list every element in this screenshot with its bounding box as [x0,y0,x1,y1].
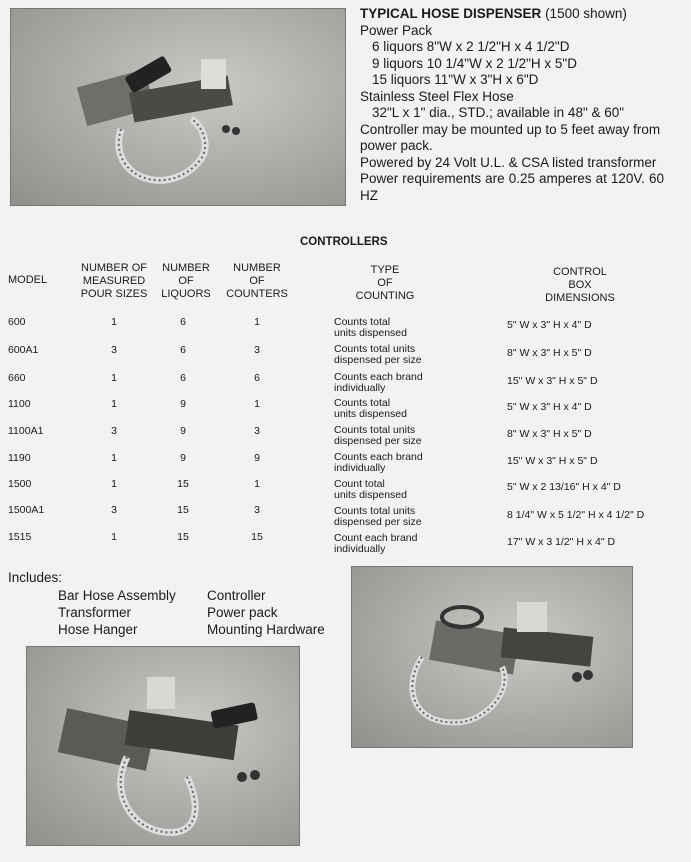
type-line: Count each brand [334,532,418,544]
header-dimensions [532,266,628,305]
cell-type [334,344,474,366]
includes-item: Power pack [207,605,278,620]
type-line: units dispensed [334,408,407,420]
includes-item: Transformer [58,605,132,620]
cell-model: 1500 [8,478,32,490]
type-line: units dispensed [334,327,407,339]
type-line: Counts total [334,397,391,409]
cell-type [334,372,474,394]
cell-liquors: 9 [180,425,186,437]
header-line: NUMBER OF [81,262,147,274]
power-pack-size: 15 liquors 11"W x 3"H x 6"D [372,72,539,87]
header-line: COUNTERS [226,288,288,300]
cell-model: 600A1 [8,344,39,356]
header-counting [340,264,430,303]
cell-dims: 8" W x 3" H x 5" D [507,428,592,440]
header-line: TYPE [370,264,400,276]
cell-counters: 3 [254,344,260,356]
header-line: NUMBER [162,262,210,274]
cell-model: 1500A1 [8,504,45,516]
type-line: Counts total [334,316,391,328]
hose-label: Stainless Steel Flex Hose [360,88,514,104]
type-line: Count total [334,478,385,490]
type-line: Counts total units [334,505,416,517]
cell-dims: 5" W x 2 13/16" H x 4" D [507,481,621,493]
cell-pour: 1 [111,531,117,543]
cell-liquors: 15 [177,478,189,490]
cell-model: 1100A1 [8,425,44,437]
cell-counters: 15 [251,531,263,543]
type-line: dispensed per size [334,516,422,528]
cell-type [334,479,474,501]
cell-dims: 5" W x 3" H x 4" D [507,401,592,413]
cell-type [334,317,474,339]
cell-pour: 1 [111,398,117,410]
header-model-text: MODEL [8,274,48,286]
header-line: COUNTING [355,290,415,302]
header-line: BOX [568,279,592,291]
header-line: DIMENSIONS [545,292,615,304]
dispenser-photo-bottom-right [351,566,633,748]
type-line: Counts each brand [334,451,423,463]
header-model [8,274,47,287]
header-line: MEASURED [82,275,146,287]
cell-pour: 1 [111,452,117,464]
cell-counters: 1 [254,478,260,490]
cell-dims: 15" W x 3" H x 5" D [507,455,598,467]
spec-title-text: TYPICAL HOSE DISPENSER [360,6,542,21]
type-line: individually [334,462,386,474]
cell-dims: 17" W x 3 1/2" H x 4" D [507,536,616,548]
header-line: NUMBER [233,262,281,274]
power-requirements: Power requirements are 0.25 amperes at 120V. 60 HZ [360,171,664,203]
cell-model: 660 [8,372,26,384]
header-line: OF [249,275,265,287]
type-line: Counts each brand [334,371,423,383]
header-counters [222,262,292,301]
cell-counters: 3 [254,425,260,437]
header-line: POUR SIZES [80,288,148,300]
cell-model: 1190 [8,452,31,464]
type-line: dispensed per size [334,435,422,447]
power-pack-size: 9 liquors 10 1/4"W x 2 1/2"H x 5"D [372,55,577,71]
type-line: individually [334,543,386,555]
cell-pour: 1 [111,372,117,384]
controller-note: Controller may be mounted up to 5 feet away from power pack. [360,121,661,153]
cell-counters: 9 [254,452,260,464]
includes-item: Controller [207,588,266,603]
type-line: dispensed per size [334,354,422,366]
type-line: Counts total units [334,424,416,436]
hose-detail: 32"L x 1" dia., STD.; available in 48" & 60" [372,105,625,120]
type-line: units dispensed [334,489,407,501]
cell-type [334,506,474,528]
type-line: Counts total units [334,343,416,355]
cell-pour: 1 [111,478,117,490]
includes-item: Bar Hose Assembly [58,588,176,603]
cell-liquors: 15 [177,504,189,516]
cell-liquors: 6 [180,344,186,356]
cell-liquors: 9 [180,398,186,410]
cell-liquors: 6 [180,372,186,384]
includes-item: Mounting Hardware [207,622,325,637]
header-line: OF [377,277,393,289]
header-liquors [156,262,216,301]
cell-liquors: 6 [180,316,186,328]
type-line: individually [334,382,386,394]
cell-type [334,452,474,474]
cell-dims: 5" W x 3" H x 4" D [507,319,592,331]
cell-type [334,533,474,555]
controllers-title: CONTROLLERS [300,236,388,248]
cell-pour: 1 [111,316,117,328]
cell-model: 1515 [8,531,32,543]
cell-liquors: 9 [180,452,186,464]
cell-pour: 3 [111,425,117,437]
cell-type [334,425,474,447]
cell-counters: 1 [254,316,260,328]
spec-title-note: (1500 shown) [545,6,627,21]
includes-item: Hose Hanger [58,622,138,637]
cell-counters: 3 [254,504,260,516]
header-pour-sizes [74,262,154,301]
powered-note: Powered by 24 Volt U.L. & CSA listed transformer [360,154,657,170]
cell-pour: 3 [111,344,117,356]
cell-dims: 15" W x 3" H x 5" D [507,375,598,387]
spec-title [360,6,664,23]
header-line: LIQUORS [161,288,211,300]
cell-pour: 3 [111,504,117,516]
dispenser-photo-top [10,8,346,206]
cell-counters: 1 [254,398,260,410]
header-line: OF [178,275,194,287]
cell-counters: 6 [254,372,260,384]
cell-model: 600 [8,316,26,328]
power-pack-label: Power Pack [360,22,433,38]
cell-dims: 8 1/4" W x 5 1/2" H x 4 1/2" D [507,509,645,521]
cell-model: 1100 [8,398,31,410]
cell-liquors: 15 [177,531,189,543]
power-pack-size: 6 liquors 8"W x 2 1/2"H x 4 1/2"D [372,39,570,54]
cell-type [334,398,474,420]
dispenser-photo-bottom-left [26,646,300,846]
header-line: CONTROL [553,266,607,278]
cell-dims: 8" W x 3" H x 5" D [507,347,592,359]
includes-label: Includes: [8,570,63,585]
spec-block [360,6,664,204]
